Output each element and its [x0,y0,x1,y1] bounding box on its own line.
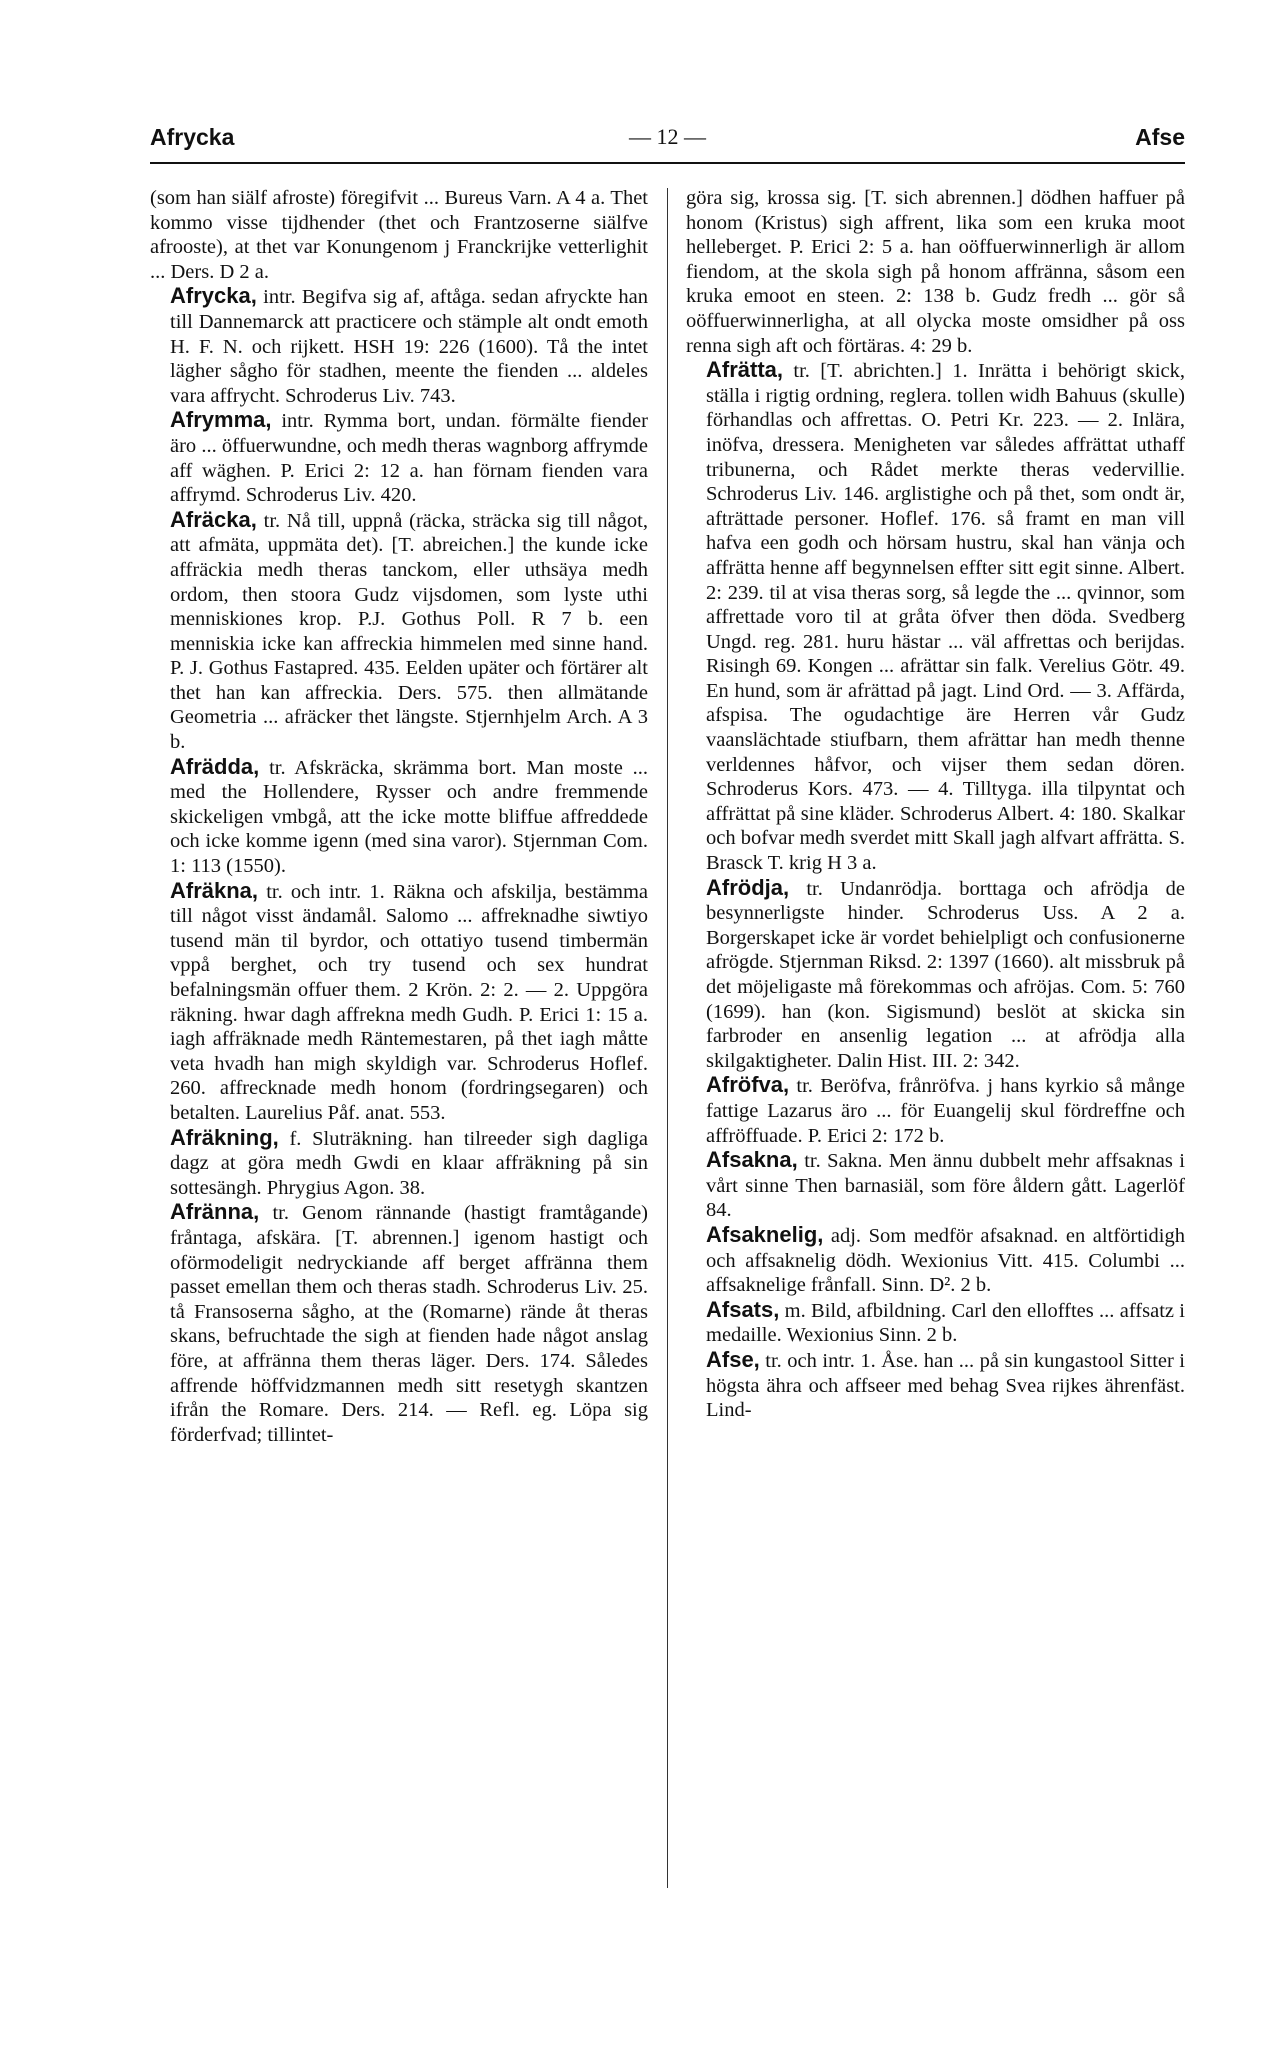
entry-text: göra sig, krossa sig. [T. sich abrennen.] dödhen haffuer på honom (Kristus) sigh affrent, lika som een kruka moot helleberget. P. Erici 2: 5 a. han oöffuerwinnerligh är allom fiendom, at the skola sigh på honom affränna, såsom een kruka emoot en steen. 2: 138 b. Gudz fredh ... gör så oöffuerwinnerligha, at all olycka moste omsidher på oss renna sigh aft och förtäras. 4: 29 b. [686,187,1185,357]
headword: Afrädda, [170,753,260,779]
dictionary-entry [150,284,648,408]
entry-text: intr. Rymma bort, undan. förmälte fiender äro ... öffuerwundne, och medh theras wagnborg affrymde aff wäghen. P. Erici 2: 12 a. han förnam fienden vara affrymd. Schroderus Liv. 420. [170,410,648,507]
headword: Afrödja, [706,874,790,900]
headword: Afräkning, [170,1124,279,1150]
dictionary-entry [150,408,648,507]
running-header [150,118,1185,162]
header-right-word: Afse [1135,124,1185,150]
dictionary-entry [150,508,648,755]
dictionary-entry [150,186,648,284]
entry-text: tr. Undanrödja. borttaga och afrödja de besynnerligste hinder. Schroderus Uss. A 2 a. Borgerskapet icke är vordet behielpligt och confusionerne afrögde. Stjernman Riksd. 2: 1397 (1660). alt missbruk på det möjeligaste må förekommas och afröjas. Com. 5: 760 (1699). han (kon. Sigismund) beslöt at skicka sin farbroder en ansenlig legation ... at afrödja alla skilgaktigheter. Dalin Hist. III. 2: 342. [706,877,1185,1072]
entry-text: intr. Begifva sig af, aftåga. sedan afryckte han till Dannemarck att practicere och stämple alt ondt emoth H. F. N. och rijkett. HSH 19: 226 (1600). Tå the intet lägher sågho för stadhen, meente the fienden ... aldeles vara affrycht. Schroderus Liv. 743. [170,286,648,407]
headword: Afsakna, [706,1147,798,1173]
dictionary-entry [686,358,1185,875]
headword: Afrycka, [170,283,257,309]
dictionary-entry [150,755,648,879]
entry-text: m. Bild, afbildning. Carl den ellofftes ... affsatz i medaille. Wexionius Sinn. 2 b. [706,1299,1185,1347]
entry-text: tr. Beröfva, frånröfva. j hans kyrkio så månge fattige Lazarus äro ... för Euangelij skul fördreffne och affröffuade. P. Erici 2: 172 b. [706,1075,1185,1147]
entry-text: (som han siälf afroste) föregifvit ... Bureus Varn. A 4 a. Thet kommo visse tijdhender (thet och Frantzoserne siälfve afrooste), at thet var Konungenom j Franckrijke vetterlighit ... Ders. D 2 a. [150,187,648,283]
dictionary-entry [686,876,1185,1074]
right-column [686,186,1185,1423]
entry-text: tr. [T. abrichten.] 1. Inrätta i behörigt skick, ställa i rigtig ordning, reglera. tollen widh Bahuus (skulle) förhandlas och affrettas. O. Petri Kr. 223. — 2. Inlära, inöfva, dressera. Menigheten var således affrättat uthaff tribunerna, och Rådet merkte theras vedervillie. Schroderus Liv. 146. arglistighe och på thet, som ondt är, afträttade personer. Hoflef. 176. så framt en man vill hafva een godh och hörsam hustru, skal han vänja och affrätta henne aff begynnelsen effter sitt egit sinne. Albert. 2: 239. til at visa theras sorg, så legde the ... qvinnor, som affrettade voro til at gråta öfver then döda. Svedberg Ungd. reg. 281. huru hästar ... väl affrettas och berijdas. Risingh 69. Kongen ... afrättar sin falk. Verelius Götr. 49. En hund, som är afrättad på jagt. Lind Ord. — 3. Affärda, afspisa. The ogudachtige äre Herren vår Gudz vaanslächtade stiufbarn, them afrättar han medh thenne verldennes håfvor, och vijser them sedan dören. Schroderus Kors. 473. — 4. Tilltyga. illa tilpyntat och affrättat på sine kläder. Schroderus Albert. 4: 180. Skalkar och bofvar medh sverdet mitt Skall jagh alfvart affrätta. S. Brasck T. krig H 3 a. [706,360,1185,875]
headword: Afränna, [170,1199,260,1225]
headword: Afräcka, [170,506,257,532]
dictionary-entry [686,1223,1185,1298]
entry-text: tr. och intr. 1. Räkna och afskilja, bestämma till något visst ändamål. Salomo ... affreknadhe siwtiyo tusend män til byrdor, och ottatiyo tusend timbermän vppå berghet, och try tusend och sex hundrat befalningsmän offuer them. 2 Krön. 2: 2. — 2. Uppgöra räkning. hwar dagh affrekna medh Gudh. P. Erici 1: 15 a. iagh affräknade medh Räntemestaren, på thet iagh måtte veta hvadh han migh skyldigh var. Schroderus Hoflef. 260. affrecknade medh honom (fordringsegaren) och betalten. Laurelius Påf. anat. 553. [170,880,648,1124]
headword: Afrätta, [706,357,784,383]
dictionary-entry [686,1298,1185,1348]
headword: Afse, [706,1346,760,1372]
headword: Afsats, [706,1296,780,1322]
dictionary-entry [150,1126,648,1201]
entry-text: adj. Som medför afsaknad. en altförtidigh och affsaknelig dödh. Wexionius Vitt. 415. Columbi ... affsaknelige frånfall. Sinn. D². 2 b. [706,1224,1185,1297]
headword: Afsaknelig, [706,1221,824,1247]
entry-text: tr. Afskräcka, skrämma bort. Man moste ... med the Hollendere, Rysser och andre fremmende skickeligen vmbgå, att the icke motte bliffue affreddede och icke komme igenn (med sina varor). Stjernman Com. 1: 113 (1550). [170,756,648,878]
dictionary-entry [686,186,1185,358]
entry-text: tr. Sakna. Men ännu dubbelt mehr affsaknas i vårt sinne Then barnasiäl, som före åldern gått. Lagerlöf 84. [706,1150,1185,1222]
headword: Afrymma, [170,407,272,433]
header-rule [150,162,1185,164]
dictionary-entry [686,1073,1185,1148]
headword: Afröfva, [706,1072,790,1098]
column-divider [667,188,668,1888]
entry-text: f. Sluträkning. han tilreeder sigh dagliga dagz at göra medh Gwdi en klaar affräkning på sin sottesängh. Phrygius Agon. 38. [170,1127,648,1199]
dictionary-entry [150,1200,648,1447]
entry-text: tr. Nå till, uppnå (räcka, sträcka sig till något, att afmäta, uppmäta det). [T. abreichen.] the kunde icke affräckia medh theras tanckom, eller uthsäya medh ordom, then stoora Gudz vijsdomen, som lyste uthi menniskiones krop. P.J. Gothus Poll. R 7 b. een menniskia icke kan affreckia himmelen med sinne hand. P. J. Gothus Fastapred. 435. Eelden upäter och förtärer alt thet han kan affreckia. Ders. 575. then allmätande Geometria ... afräcker thet längste. Stjernhjelm Arch. A 3 b. [170,509,648,754]
dictionary-entry [686,1348,1185,1423]
dictionary-entry [150,879,648,1126]
headword: Afräkna, [170,877,259,903]
header-left-word: Afrycka [150,124,235,150]
entry-text: tr. Genom rännande (hastigt framtågande) fråntaga, afskära. [T. abrennen.] igenom hastigt och oförmodeligit nedryckiande aff berget affränna them passet emellan them och theras stadh. Schroderus Liv. 25. tå Fransoserna sågho, at the (Romarne) rände åt theras skans, befruchtade the sigh at fienden hade något anslag före, at affränna them theras läger. Ders. 174. Således affrende höffvidzmannen medh sitt resetygh skantzen ifrån the Romare. Ders. 214. — Refl. eg. Löpa sig förderfvad; tillintet- [170,1202,648,1446]
dictionary-entry [686,1148,1185,1223]
left-column [150,186,648,1447]
page-number: — 12 — [629,124,706,149]
entry-text: tr. och intr. 1. Åse. han ... på sin kungastool Sitter i högsta ähra och affseer med behag Svea rijkes ährenfäst. Lind- [706,1349,1185,1422]
